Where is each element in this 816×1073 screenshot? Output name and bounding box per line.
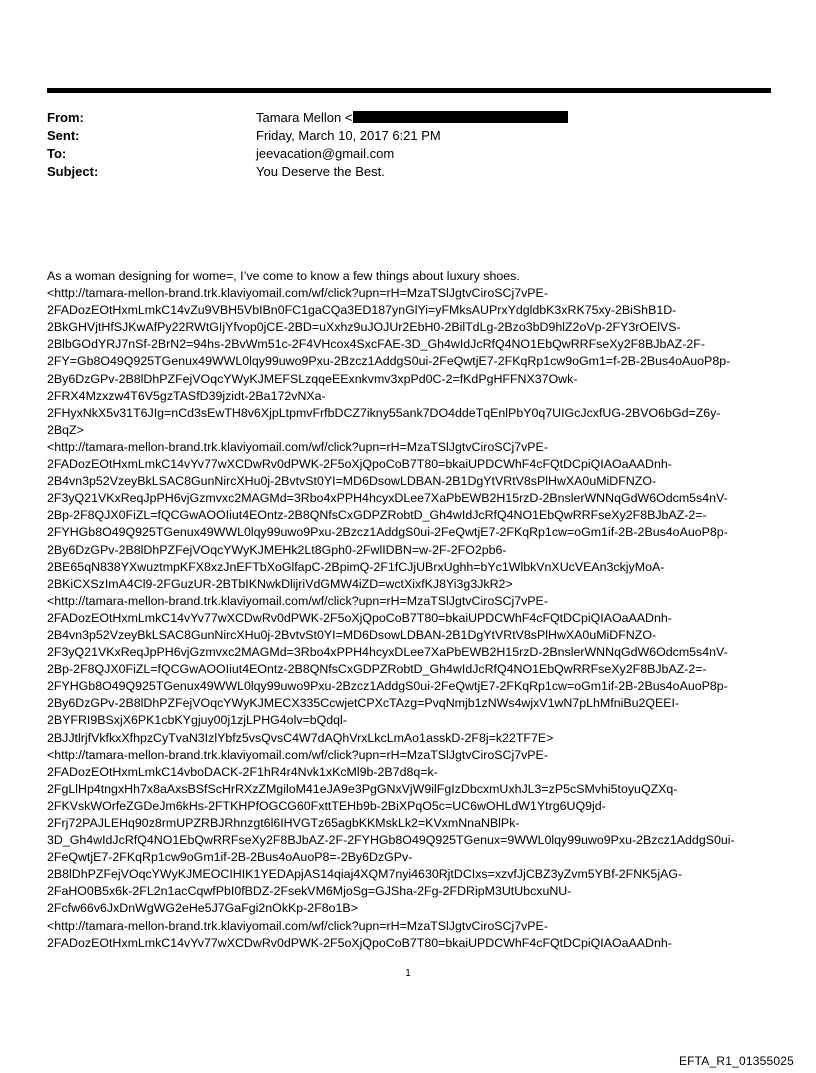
- sent-label: Sent:: [47, 128, 80, 143]
- to-value: jeevacation@gmail.com: [256, 146, 395, 161]
- body-line: 2B4vn3p52VzeyBkLSAC8GunNircXHu0j-2BvtvSt0YI=MD6DsowLDBAN-2B1DgYtVRtV8sPlHwXA0uMiDFNZO-: [47, 627, 657, 642]
- body-line: 2BE65qN838YXwuztmpKFX8xzJnEFTbXoGlfapC-2BpimQ-2F1fCJjUBrxUghh=bYc1WlbkVnXUcVEAn3ckjyMoA-: [47, 559, 665, 574]
- from-label: From:: [47, 110, 84, 125]
- body-line: <http://tamara-mellon-brand.trk.klaviyomail.com/wf/click?upn=rH=MzaTSlJgtvCiroSCj7vPE-: [47, 747, 548, 762]
- body-line: 2F3yQ21VKxReqJpPH6vjGzmvxc2MAGMd=3Rbo4xPPH4hcyxDLee7XaPbEWB2H15rzD-2BnslerWNNqGdW6Odcm5s4nV-: [47, 645, 728, 660]
- body-line: 2FYHGb8O49Q925TGenux49WWL0lqy99uwo9Pxu-2Bzcz1AddgS0ui-2FeQwtjE7-2FKqRp1cw=oGm1if-2B-2Bus4oAuoP8p-: [47, 679, 728, 694]
- top-rule: [47, 88, 771, 93]
- body-line: 2FADozEOtHxmLmkC14vYv77wXCDwRv0dPWK-2F5oXjQpoCoB7T80=bkaiUPDCWhF4cFQtDCpiQIAOaAADnh-: [47, 457, 672, 472]
- body-line: 2By6DzGPv-2B8lDhPZFejVOqcYWyKJMEHk2Lt8Gph0-2FwlIDBN=w-2F-2FO2pb6-: [47, 542, 507, 557]
- to-label: To:: [47, 146, 67, 161]
- body-line: 2BkGHVjtHfSJKwAfPy22RWtGIjYfvop0jCE-2BD=uXxhz9uJOJUr2EbH0-2BilTdLg-2Bzo3bD9hlZ2oVp-2FY3rOElVS-: [47, 320, 681, 335]
- body-line: 2By6DzGPv-2B8lDhPZFejVOqcYWyKJMECX335CcwjetCPXcTAzg=PvqNmjb1zNWs4wjxV1wN7pLhMfniBu2QEEI-: [47, 696, 680, 711]
- body-line: 2BlbGOdYRJ7nSf-2BrN2=94hs-2BvWm51c-2F4VHcox4SxcFAE-3D_Gh4wIdJcRfQ4NO1EbQwRRFseXy2F8BJbAZ-2F-: [47, 337, 705, 352]
- body-line: 3D_Gh4wIdJcRfQ4NO1EbQwRRFseXy2F8BJbAZ-2F-2FYHGb8O49Q925TGenux=9WWL0lqy99uwo9Pxu-2Bzcz1AddgS0ui-: [47, 833, 735, 848]
- from-row: [47, 109, 771, 127]
- redaction-bar: [353, 111, 568, 123]
- from-value-text: Tamara Mellon <: [256, 110, 353, 125]
- body-line: 2BKiCXSzImA4Cl9-2FGuzUR-2BTbIKNwkDlijriVdGMW4iZD=wctXixfKJ8Yi3g3JkR2>: [47, 576, 513, 591]
- body-line: 2F3yQ21VKxReqJpPH6vjGzmvxc2MAGMd=3Rbo4xPPH4hcyxDLee7XaPbEWB2H15rzD-2BnslerWNNqGdW6Odcm5s4nV-: [47, 491, 728, 506]
- body-line: 2B4vn3p52VzeyBkLSAC8GunNircXHu0j-2BvtvSt0YI=MD6DsowLDBAN-2B1DgYtVRtV8sPlHwXA0uMiDFNZO-: [47, 474, 657, 489]
- body-line: 2FHyxNkX5v31T6JIg=nCd3sEwTH8v6XjpLtpmvFrfbDCZ7ikny55ank7DO4ddeTqEnlPbY0q7UIGcJcxfUG-2BVO6bGd=Z6y-: [47, 405, 721, 420]
- body-line: <http://tamara-mellon-brand.trk.klaviyomail.com/wf/click?upn=rH=MzaTSlJgtvCiroSCj7vPE-: [47, 439, 548, 454]
- body-line: 2Bp-2F8QJX0FiZL=fQCGwAOOIiut4EOntz-2B8QNfsCxGDPZRobtD_Gh4wIdJcRfQ4NO1EbQwRRFseXy2F8BJbAZ-2=-: [47, 508, 707, 523]
- body-line: 2FKVskWOrfeZGDeJm6kHs-2FTKHPfOGCG60FxttTEHb9b-2BiXPqO5c=UC6wOHLdW1Ytrg6UQ9jd-: [47, 798, 606, 813]
- body-line: <http://tamara-mellon-brand.trk.klaviyomail.com/wf/click?upn=rH=MzaTSlJgtvCiroSCj7vPE-: [47, 918, 548, 933]
- body-line: 2FgLlHp4tngxHh7x8aAxsBSfScHrRXzZMgiloM41eJA9e3PgGNxVjW9ilFgIzDbcxmUxhJL3=zP5cSMvhi5toyuQZXq-: [47, 781, 678, 796]
- body-line: 2FADozEOtHxmLmkC14vYv77wXCDwRv0dPWK-2F5oXjQpoCoB7T80=bkaiUPDCWhF4cFQtDCpiQIAOaAADnh-: [47, 935, 672, 950]
- body-line: 2FaHO0B5x6k-2FL2n1acCqwfPbI0fBDZ-2FsekVM6MjoSg=GJSha-2Fg-2FDRipM3UtUbcxuNU-: [47, 884, 572, 899]
- body-line: 2FADozEOtHxmLmkC14vboDACK-2F1hR4r4Nvk1xKcMl9b-2B7d8q=k-: [47, 764, 438, 779]
- body-line: 2FADozEOtHxmLmkC14vZu9VBH5VbIBn0FC1gaCQa3ED187ynGlYi=yFMksAUPrxYdgldbK3xRK75xy-2BiShB1D-: [47, 303, 677, 318]
- body-line: 2BqZ>: [47, 422, 84, 437]
- body-line: <http://tamara-mellon-brand.trk.klaviyomail.com/wf/click?upn=rH=MzaTSlJgtvCiroSCj7vPE-: [47, 593, 548, 608]
- body-line: 2Bp-2F8QJX0FiZL=fQCGwAOOIiut4EOntz-2B8QNfsCxGDPZRobtD_Gh4wIdJcRfQ4NO1EbQwRRFseXy2F8BJbAZ-2=-: [47, 662, 707, 677]
- document-id: EFTA_R1_01355025: [678, 1054, 794, 1068]
- body-line: 2FY=Gb8O49Q925TGenux49WWL0lqy99uwo9Pxu-2Bzcz1AddgS0ui-2FeQwtjE7-2FKqRp1cw9oGm1=f-2B-2Bus4oAuoP8p-: [47, 354, 731, 369]
- body-line: 2By6DzGPv-2B8lDhPZFejVOqcYWyKJMEFSLzqqeEExnkvmv3xpPd0C-2=fKdPgHFFNX37Owk-: [47, 371, 578, 386]
- subject-label: Subject:: [47, 164, 99, 179]
- body-line: 2Fcfw66v6JxDnWgWG2eHe5J7GaFgi2nOkKp-2F8o1B>: [47, 901, 358, 916]
- sent-row: [47, 127, 771, 145]
- body-line: As a woman designing for wome=, I’ve come to know a few things about luxury shoes.: [47, 269, 520, 283]
- to-row: [47, 145, 771, 163]
- sent-value: Friday, March 10, 2017 6:21 PM: [256, 128, 441, 143]
- body-line: 2BYFRI9BSxjX6PK1cbKYgjuy00j1zjLPHG4olv=bQdql-: [47, 713, 347, 728]
- body-line: 2B8lDhPZFejVOqcYWyKJMEOCIHIK1YEDApjAS14qiaj4XQM7nyi4630RjtDCIxs=xzvfJjCBZ3yZvm5YBf-2FNK5jAG-: [47, 867, 683, 882]
- body-line: 2Frj72PAJLEHq90z8rmUPZRBJRhnzgt6l6IHVGTz65agbKKMskLk2=KVxmNnaNBlPk-: [47, 816, 520, 830]
- body-line: 2BJJtlrjfVkfkxXfhpzCyTvaN3IzlYbfz5vsQvsC4W7dAQhVrxLkcLmAo1asskD-2F8j=k22TF7E>: [47, 730, 554, 745]
- from-value: [256, 109, 568, 127]
- subject-row: [47, 163, 771, 181]
- body-line: 2FADozEOtHxmLmkC14vYv77wXCDwRv0dPWK-2F5oXjQpoCoB7T80=bkaiUPDCWhF4cFQtDCpiQIAOaAADnh-: [47, 610, 672, 625]
- subject-value: You Deserve the Best.: [256, 164, 385, 179]
- body-line: 2FRX4Mzxzw4T6V5gzTASfD39jzidt-2Ba172vNXa-: [47, 388, 326, 403]
- page-number: 1: [405, 968, 411, 979]
- body-line: 2FYHGb8O49Q925TGenux49WWL0lqy99uwo9Pxu-2Bzcz1AddgS0ui-2FeQwtjE7-2FKqRp1cw=oGm1if-2B-2Bus4oAuoP8p-: [47, 525, 728, 540]
- body-line: <http://tamara-mellon-brand.trk.klaviyomail.com/wf/click?upn=rH=MzaTSlJgtvCiroSCj7vPE-: [47, 286, 548, 301]
- email-header: [47, 109, 771, 181]
- email-body: [47, 268, 777, 952]
- body-line: 2FeQwtjE7-2FKqRp1cw9oGm1if-2B-2Bus4oAuoP8=-2By6DzGPv-: [47, 850, 413, 865]
